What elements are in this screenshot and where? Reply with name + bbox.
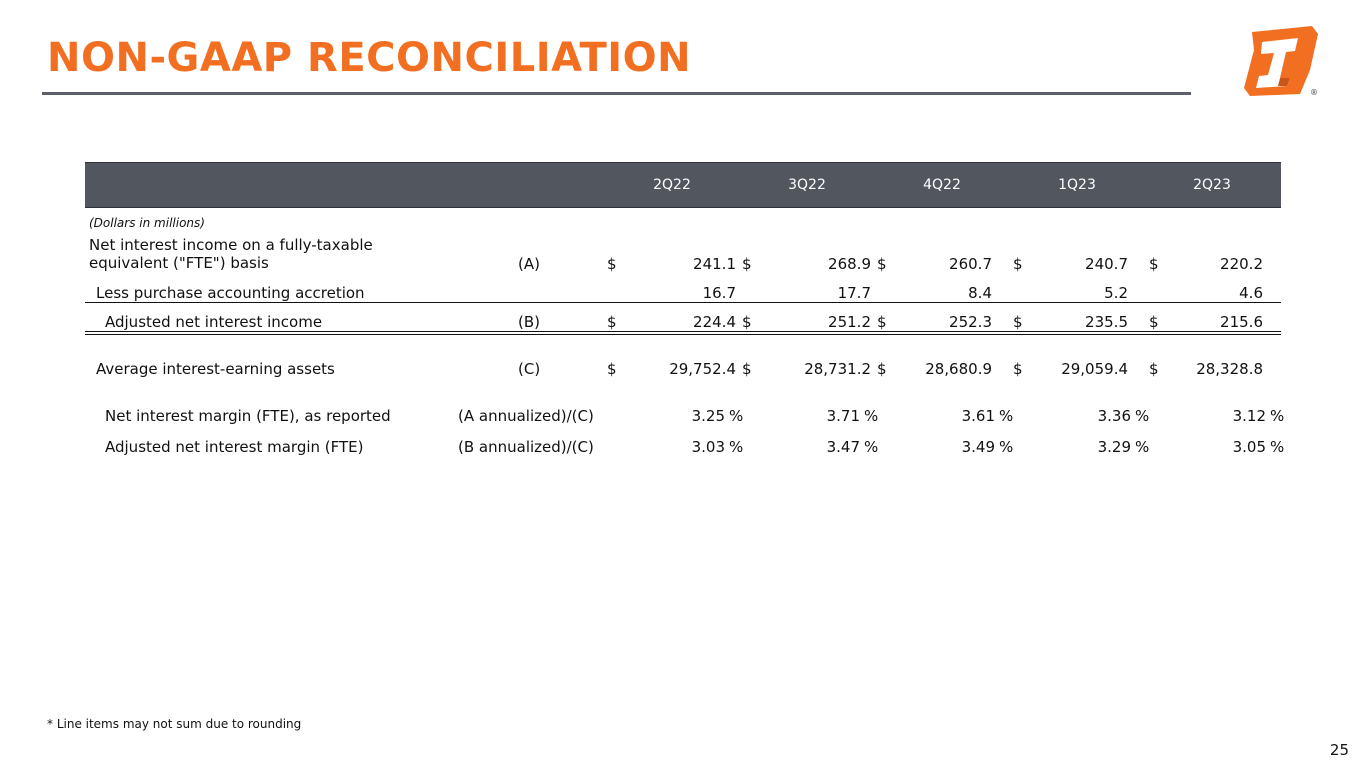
percent-sign: % xyxy=(999,407,1014,425)
value-cell: 224.4 xyxy=(693,313,736,331)
currency-sign: $ xyxy=(742,360,752,378)
row-label: Net interest income on a fully-taxable xyxy=(89,236,373,254)
value-cell: 241.1 xyxy=(693,255,736,273)
value-cell: 3.71 xyxy=(826,407,860,425)
percent-sign: % xyxy=(864,407,879,425)
row-label: equivalent ("FTE") basis xyxy=(89,254,269,272)
footnote: * Line items may not sum due to rounding xyxy=(47,717,302,731)
row-ref: (A annualized)/(C) xyxy=(458,407,594,425)
row-ref: (B annualized)/(C) xyxy=(458,438,594,456)
row-label: Adjusted net interest income xyxy=(105,313,323,331)
page-title: NON-GAAP RECONCILIATION xyxy=(47,35,692,81)
currency-sign: $ xyxy=(877,255,887,273)
row-label: Average interest-earning assets xyxy=(96,360,335,378)
column-header: 1Q23 xyxy=(1058,177,1096,193)
value-cell: 3.03 xyxy=(691,438,725,456)
value-cell: 3.25 xyxy=(691,407,725,425)
value-cell: 4.6 xyxy=(1239,284,1263,302)
currency-sign: $ xyxy=(1149,360,1159,378)
percent-sign: % xyxy=(1135,438,1150,456)
value-cell: 17.7 xyxy=(837,284,871,302)
percent-sign: % xyxy=(1270,438,1285,456)
currency-sign: $ xyxy=(607,313,617,331)
title-underline xyxy=(42,92,1191,95)
row-ref: (A) xyxy=(518,255,540,273)
currency-sign: $ xyxy=(1013,255,1023,273)
value-cell: 252.3 xyxy=(949,313,992,331)
value-cell: 3.29 xyxy=(1097,438,1131,456)
row-label: Adjusted net interest margin (FTE) xyxy=(105,438,364,456)
currency-sign: $ xyxy=(742,313,752,331)
value-cell: 16.7 xyxy=(702,284,736,302)
currency-sign: $ xyxy=(877,360,887,378)
value-cell: 3.12 xyxy=(1232,407,1266,425)
value-cell: 260.7 xyxy=(949,255,992,273)
divider xyxy=(85,302,1281,303)
percent-sign: % xyxy=(864,438,879,456)
percent-sign: % xyxy=(729,407,744,425)
currency-sign: $ xyxy=(1013,360,1023,378)
column-header: 4Q22 xyxy=(923,177,961,193)
value-cell: 215.6 xyxy=(1220,313,1263,331)
percent-sign: % xyxy=(729,438,744,456)
column-header: 3Q22 xyxy=(788,177,826,193)
value-cell: 240.7 xyxy=(1085,255,1128,273)
value-cell: 29,752.4 xyxy=(669,360,736,378)
value-cell: 3.61 xyxy=(961,407,995,425)
registered-mark: ® xyxy=(1310,88,1318,97)
value-cell: 5.2 xyxy=(1104,284,1128,302)
currency-sign: $ xyxy=(607,255,617,273)
percent-sign: % xyxy=(1135,407,1150,425)
page-number: 25 xyxy=(1329,741,1349,759)
value-cell: 3.05 xyxy=(1232,438,1266,456)
row-label: Net interest margin (FTE), as reported xyxy=(105,407,391,425)
currency-sign: $ xyxy=(1013,313,1023,331)
currency-sign: $ xyxy=(1149,255,1159,273)
currency-sign: $ xyxy=(742,255,752,273)
row-label: Less purchase accounting accretion xyxy=(96,284,365,302)
value-cell: 3.36 xyxy=(1097,407,1131,425)
double-rule-bottom xyxy=(85,334,1281,335)
percent-sign: % xyxy=(999,438,1014,456)
value-cell: 251.2 xyxy=(828,313,871,331)
row-ref: (B) xyxy=(518,313,540,331)
currency-sign: $ xyxy=(1149,313,1159,331)
column-header: 2Q23 xyxy=(1193,177,1231,193)
value-cell: 29,059.4 xyxy=(1061,360,1128,378)
double-rule-top xyxy=(85,331,1281,332)
currency-sign: $ xyxy=(877,313,887,331)
value-cell: 3.47 xyxy=(826,438,860,456)
bank-logo-icon xyxy=(1240,24,1324,98)
value-cell: 3.49 xyxy=(961,438,995,456)
column-header: 2Q22 xyxy=(653,177,691,193)
value-cell: 28,731.2 xyxy=(804,360,871,378)
units-note: (Dollars in millions) xyxy=(89,216,205,230)
percent-sign: % xyxy=(1270,407,1285,425)
value-cell: 28,680.9 xyxy=(925,360,992,378)
row-ref: (C) xyxy=(518,360,541,378)
currency-sign: $ xyxy=(607,360,617,378)
value-cell: 220.2 xyxy=(1220,255,1263,273)
value-cell: 235.5 xyxy=(1085,313,1128,331)
value-cell: 28,328.8 xyxy=(1196,360,1263,378)
value-cell: 268.9 xyxy=(828,255,871,273)
value-cell: 8.4 xyxy=(968,284,992,302)
